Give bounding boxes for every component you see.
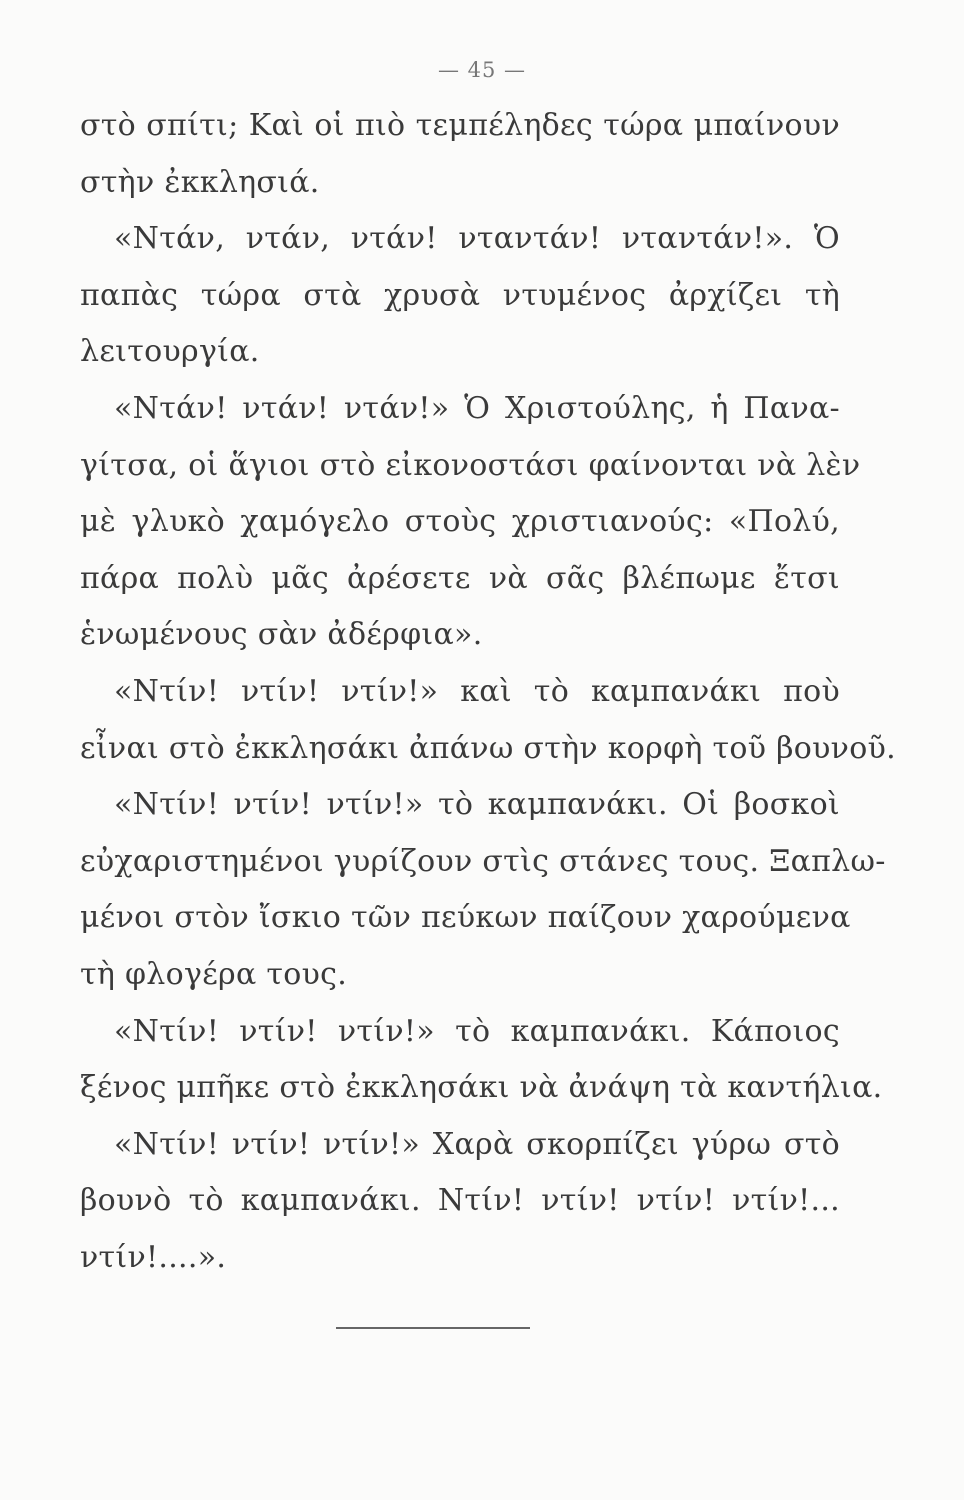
text-line: εἶναι στὸ ἐκκλησάκι ἀπάνω στὴν κορφὴ τοῦ βουνοῦ. <box>80 730 896 766</box>
text-line: στὸ σπίτι; Καὶ οἱ πιὸ τεμπέληδες τώρα μπαίνουν <box>80 108 840 143</box>
text-line: «Ντίν! ντίν! ντίν!» τὸ καμπανάκι. Κάποιος <box>114 1013 840 1049</box>
text-line: στὴν ἐκκλησιά. <box>80 164 320 200</box>
text-line: μένοι στὸν ἴσκιο τῶν πεύκων παίζουν χαρούμενα <box>80 900 851 936</box>
text-line: τὴ φλογέρα τους. <box>80 956 348 992</box>
text-line: «Ντάν! ντάν! ντάν!» Ὁ Χριστούλης, ἡ Πανα- <box>114 390 840 426</box>
body-text <box>80 98 896 1286</box>
text-line: «Ντίν! ντίν! ντίν!» καὶ τὸ καμπανάκι ποὺ <box>114 673 840 709</box>
text-line: παπὰς τώρα στὰ χρυσὰ ντυμένος ἀρχίζει τὴ <box>80 277 840 313</box>
page-number: — 45 — <box>437 58 527 82</box>
text-line: ἑνωμένους σὰν ἀδέρφια». <box>80 617 483 653</box>
text-line: εὐχαριστημένοι γυρίζουν στὶς στάνες τους. Ξαπλω- <box>80 843 886 879</box>
text-line: «Ντάν, ντάν, ντάν! νταντάν! νταντάν!». Ὁ <box>114 221 840 257</box>
text-line: λειτουργία. <box>80 334 260 370</box>
text-line: πάρα πολὺ μᾶς ἀρέσετε νὰ σᾶς βλέπωμε ἔτσι <box>80 560 840 596</box>
text-line: μὲ γλυκὸ χαμόγελο στοὺς χριστιανούς: «Πολύ, <box>80 504 840 540</box>
text-line: «Ντίν! ντίν! ντίν!» τὸ καμπανάκι. Οἱ βοσκοὶ <box>114 787 840 823</box>
text-line: γίτσα, οἱ ἅγιοι στὸ εἰκονοστάσι φαίνονται νὰ λὲν <box>80 447 861 483</box>
text-line: «Ντίν! ντίν! ντίν!» Χαρὰ σκορπίζει γύρω στὸ <box>114 1126 840 1162</box>
text-line: βουνὸ τὸ καμπανάκι. Ντίν! ντίν! ντίν! ντίν!... <box>80 1183 840 1219</box>
text-line: ντίν!....». <box>80 1239 227 1275</box>
end-rule-divider <box>336 1327 530 1329</box>
text-line: ξένος μπῆκε στὸ ἐκκλησάκι νὰ ἀνάψη τὰ καντήλια. <box>80 1070 883 1106</box>
